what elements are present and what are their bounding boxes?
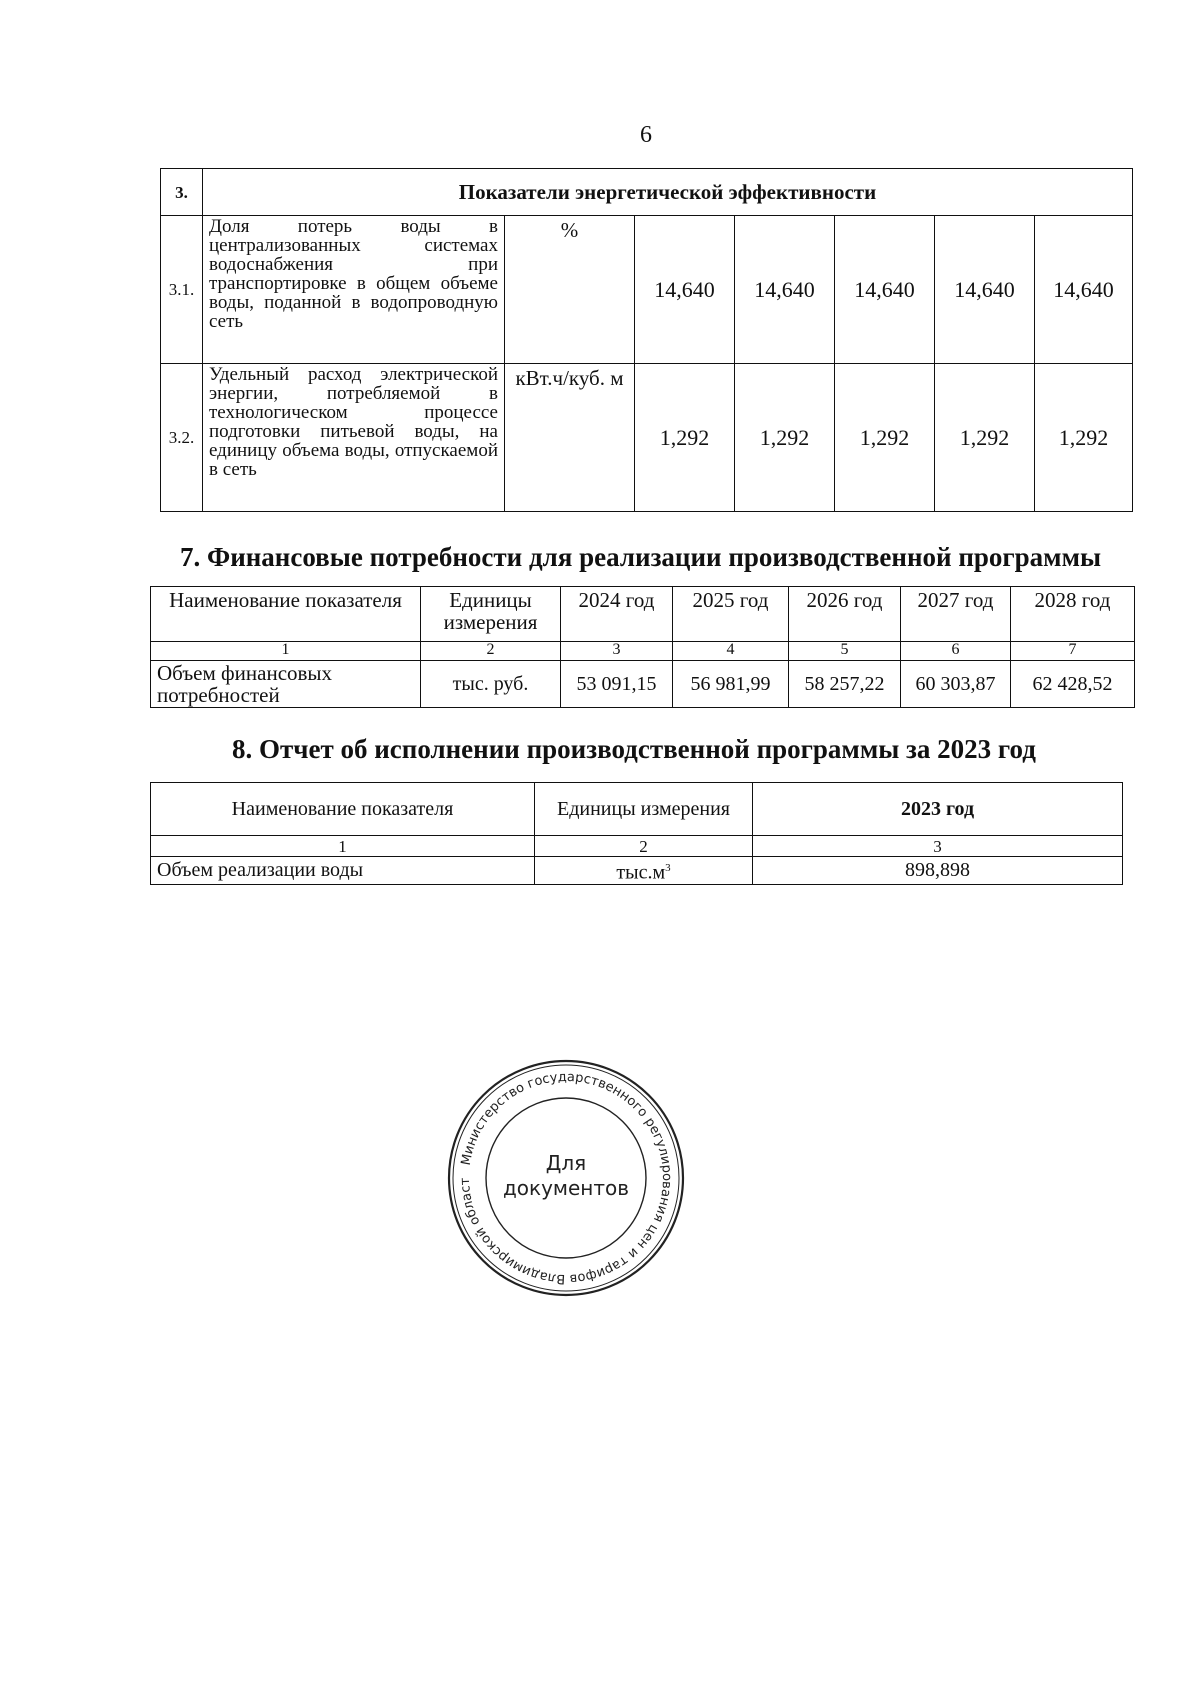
indicator-unit (535, 857, 753, 885)
value-cell: 62 428,52 (1011, 661, 1135, 708)
column-index: 2 (421, 642, 561, 661)
value-cell: 58 257,22 (789, 661, 901, 708)
column-header: Наименование показателя (151, 783, 535, 836)
column-index: 7 (1011, 642, 1135, 661)
indicator-description: Доля потерь воды в централизованных системах водоснабжения при транспортировке в общем объеме воды, поданной в водопроводную сеть (203, 216, 505, 364)
report-heading: 8. Отчет об исполнении производственной программы за 2023 год (232, 734, 1036, 764)
value-cell: 898,898 (753, 857, 1123, 885)
column-index: 1 (151, 642, 421, 661)
column-index: 3 (561, 642, 673, 661)
column-header: 2026 год (789, 587, 901, 642)
indicator-description: Удельный расход электрической энергии, потребляемой в технологическом процессе подготовки питьевой воды, на единицу объема воды, отпускаемой в сеть (203, 364, 505, 512)
value-cell: 14,640 (735, 216, 835, 364)
section-title: Показатели энергетической эффективности (203, 169, 1133, 216)
value-cell: 14,640 (935, 216, 1035, 364)
table-row (151, 857, 1123, 885)
unit-superscript: 3 (665, 862, 671, 874)
column-header: Наименование показателя (151, 587, 421, 642)
value-cell: 1,292 (735, 364, 835, 512)
stamp-seal (446, 1058, 686, 1298)
table-header-row (151, 783, 1123, 836)
table-header-row (151, 587, 1135, 642)
value-cell: 56 981,99 (673, 661, 789, 708)
financial-needs-table (150, 586, 1135, 708)
column-header: 2023 год (753, 783, 1123, 836)
table-row (161, 216, 1133, 364)
value-cell: 1,292 (1035, 364, 1133, 512)
table-row (161, 364, 1133, 512)
value-cell: 1,292 (835, 364, 935, 512)
unit-text: тыс.м (616, 861, 666, 884)
column-index-row (151, 836, 1123, 857)
energy-efficiency-table (160, 168, 1133, 512)
official-stamp (446, 1058, 686, 1298)
value-cell: 14,640 (635, 216, 735, 364)
column-header: 2024 год (561, 587, 673, 642)
stamp-ring-text: Министерство государственного регулирования цен и тарифов Владимирской област (457, 1069, 675, 1287)
financial-needs-heading: 7. Финансовые потребности для реализации производственной программы (180, 542, 1102, 572)
column-header: Единицы измерения (421, 587, 561, 642)
value-cell: 60 303,87 (901, 661, 1011, 708)
column-index: 4 (673, 642, 789, 661)
stamp-center-line2: документов (502, 1176, 630, 1200)
section-header-row (161, 169, 1133, 216)
indicator-unit: тыс. руб. (421, 661, 561, 708)
column-index-row (151, 642, 1135, 661)
column-header: Единицы измерения (535, 783, 753, 836)
row-number: 3.1. (161, 216, 203, 364)
row-number: 3.2. (161, 364, 203, 512)
indicator-unit: % (505, 216, 635, 364)
value-cell: 1,292 (635, 364, 735, 512)
column-index: 2 (535, 836, 753, 857)
value-cell: 14,640 (835, 216, 935, 364)
column-header: 2028 год (1011, 587, 1135, 642)
value-cell: 14,640 (1035, 216, 1133, 364)
report-table (150, 782, 1123, 885)
column-index: 6 (901, 642, 1011, 661)
stamp-center-line1: Для (545, 1151, 587, 1175)
table-row (151, 661, 1135, 708)
value-cell: 53 091,15 (561, 661, 673, 708)
column-index: 1 (151, 836, 535, 857)
value-cell: 1,292 (935, 364, 1035, 512)
indicator-name: Объем финансовых потребностей (151, 661, 421, 708)
section-number: 3. (161, 169, 203, 216)
column-header: 2025 год (673, 587, 789, 642)
page-number: 6 (640, 122, 652, 148)
column-index: 3 (753, 836, 1123, 857)
column-index: 5 (789, 642, 901, 661)
indicator-name: Объем реализации воды (151, 857, 535, 885)
indicator-unit: кВт.ч/куб. м (505, 364, 635, 512)
column-header: 2027 год (901, 587, 1011, 642)
